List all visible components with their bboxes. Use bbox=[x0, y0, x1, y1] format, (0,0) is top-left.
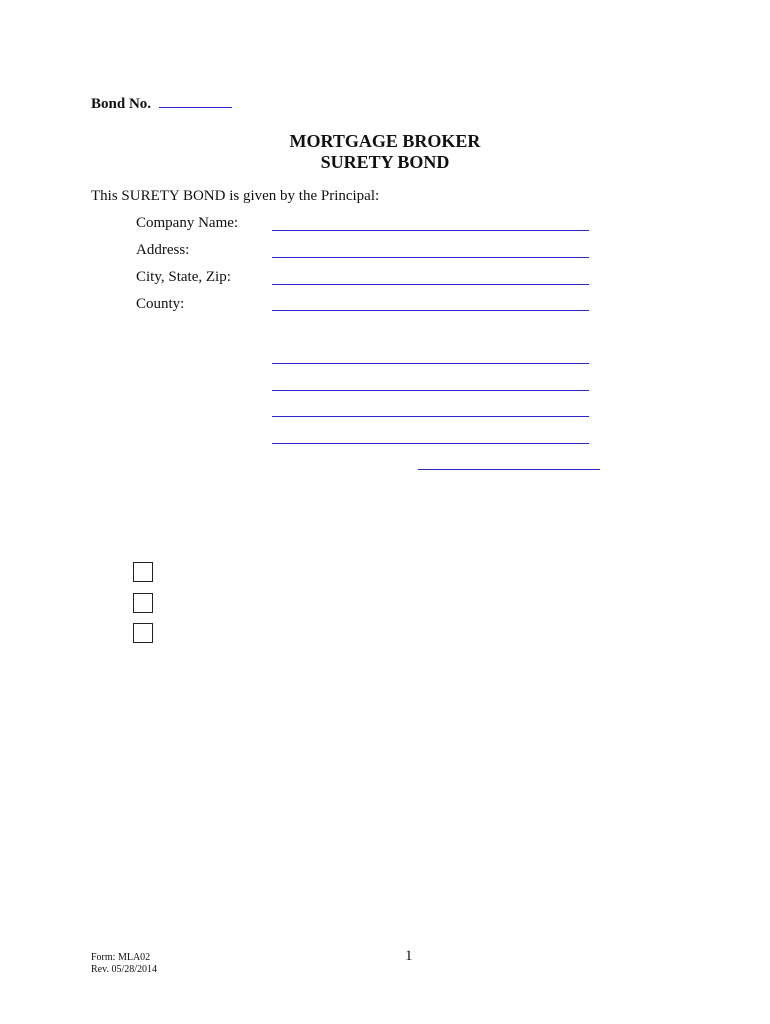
blank-field-2[interactable] bbox=[272, 390, 589, 391]
blank-field-3[interactable] bbox=[272, 416, 589, 417]
county-field[interactable] bbox=[272, 310, 589, 311]
intro-text: This SURETY BOND is given by the Principal: bbox=[91, 188, 380, 204]
company-name-field[interactable] bbox=[272, 230, 589, 231]
form-footer bbox=[91, 952, 157, 976]
document-title-line2: SURETY BOND bbox=[320, 152, 450, 172]
form-number: Form: MLA02 bbox=[91, 952, 151, 963]
blank-field-1[interactable] bbox=[272, 363, 589, 364]
checkbox-3[interactable] bbox=[133, 623, 153, 643]
city-state-zip-label: City, State, Zip: bbox=[136, 269, 231, 285]
address-field[interactable] bbox=[272, 257, 589, 258]
revision-date: Rev. 05/28/2014 bbox=[91, 964, 158, 975]
document-title-line1: MORTGAGE BROKER bbox=[289, 131, 481, 151]
bond-number-row bbox=[91, 92, 232, 113]
blank-field-5[interactable] bbox=[418, 469, 600, 470]
checkbox-2[interactable] bbox=[133, 593, 153, 613]
page-number: 1 bbox=[405, 948, 413, 964]
company-name-label: Company Name: bbox=[136, 215, 239, 231]
blank-field-4[interactable] bbox=[272, 443, 589, 444]
bond-number-field[interactable] bbox=[159, 92, 232, 108]
checkbox-1[interactable] bbox=[133, 562, 153, 582]
address-label: Address: bbox=[136, 242, 190, 258]
bond-number-label: Bond No. bbox=[91, 96, 152, 112]
city-state-zip-field[interactable] bbox=[272, 284, 589, 285]
county-label: County: bbox=[136, 296, 185, 312]
